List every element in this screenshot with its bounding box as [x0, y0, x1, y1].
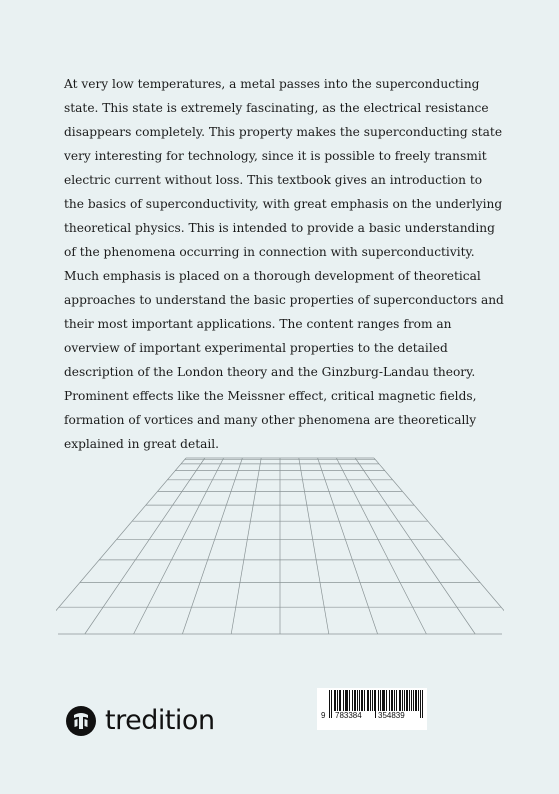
barcode-bar — [375, 690, 376, 718]
tredition-logo-icon — [66, 706, 96, 736]
barcode-bar — [389, 690, 390, 711]
barcode-bar — [335, 690, 336, 711]
barcode-bar — [402, 690, 403, 711]
barcode-bar — [391, 690, 392, 711]
barcode-bar — [354, 690, 355, 711]
barcode-bar — [355, 690, 356, 711]
barcode-bar — [392, 690, 393, 711]
perspective-grid-illustration — [56, 452, 504, 638]
barcode-bar — [396, 690, 397, 711]
barcode-digits-group-2: 354839 — [378, 711, 405, 720]
publisher-logo — [66, 706, 215, 736]
barcode-bar — [362, 690, 363, 711]
barcode-bar — [420, 690, 421, 718]
publisher-name: tredition — [105, 705, 215, 736]
barcode-bar — [409, 690, 410, 711]
barcode-bar — [378, 690, 379, 711]
barcode-bar — [343, 690, 344, 711]
barcode-bar — [337, 690, 338, 711]
barcode-bar — [399, 690, 400, 711]
barcode-bar — [367, 690, 368, 711]
barcode-bar — [359, 690, 360, 711]
barcode-bar — [372, 690, 373, 711]
barcode-bar — [339, 690, 340, 711]
barcode-bar — [361, 690, 362, 711]
barcode-bar — [404, 690, 405, 711]
barcode-bar — [357, 690, 358, 711]
barcode-bar — [349, 690, 350, 711]
barcode-bar — [380, 690, 381, 711]
barcode-bar — [370, 690, 371, 711]
barcode-bar — [374, 690, 375, 711]
barcode-bar — [352, 690, 353, 711]
barcode-bar — [406, 690, 407, 711]
isbn-barcode — [317, 688, 427, 730]
barcode-bar — [416, 690, 417, 711]
barcode-bar — [382, 690, 383, 711]
barcode-bar — [331, 690, 332, 718]
barcode-bar — [407, 690, 408, 711]
barcode-bar — [346, 690, 347, 711]
barcode-bar — [400, 690, 401, 711]
barcode-bar — [418, 690, 419, 711]
barcode-digits-group-1: 783384 — [335, 711, 362, 720]
barcode-bar — [383, 690, 384, 711]
barcode-bar — [384, 690, 385, 711]
barcode-bar — [347, 690, 348, 711]
barcode-bar — [340, 690, 341, 711]
barcode-bar — [413, 690, 414, 711]
barcode-bar — [411, 690, 412, 711]
barcode-bar — [394, 690, 395, 711]
barcode-lead-digit: 9 — [321, 711, 326, 720]
barcode-bar — [415, 690, 416, 711]
barcode-bar — [329, 690, 330, 718]
barcode-bar — [364, 690, 365, 711]
barcode-bar — [422, 690, 423, 718]
barcode-bar — [334, 690, 335, 711]
barcode-bar — [386, 690, 387, 711]
barcode-bar — [368, 690, 369, 711]
barcode-bar — [345, 690, 346, 711]
back-cover-blurb: At very low temperatures, a metal passes into the superconducting state. This state is extremely fascinating, as the electrical resistance disappears completely. This property makes the superconducting state very interesting for technology, since it is possible to freely transmit electric current without loss. This textbook gives an introduction to the basics of superconductivity, with great emphasis on the underlying theoretical physics. This is intended to provide a basic understanding of the phenomena occurring in connection with superconductivity. Much emphasis is placed on a thorough development of theoretical approaches to understand the basic properties of superconductors and their most important applications. The content ranges from an overview of important experimental properties to the detailed description of the London theory and the Ginzburg-Landau theory. Prominent effects like the Meissner effect, critical magnetic fields, formation of vortices and many other phenomena are theoretically explained in great detail. — [64, 77, 504, 451]
